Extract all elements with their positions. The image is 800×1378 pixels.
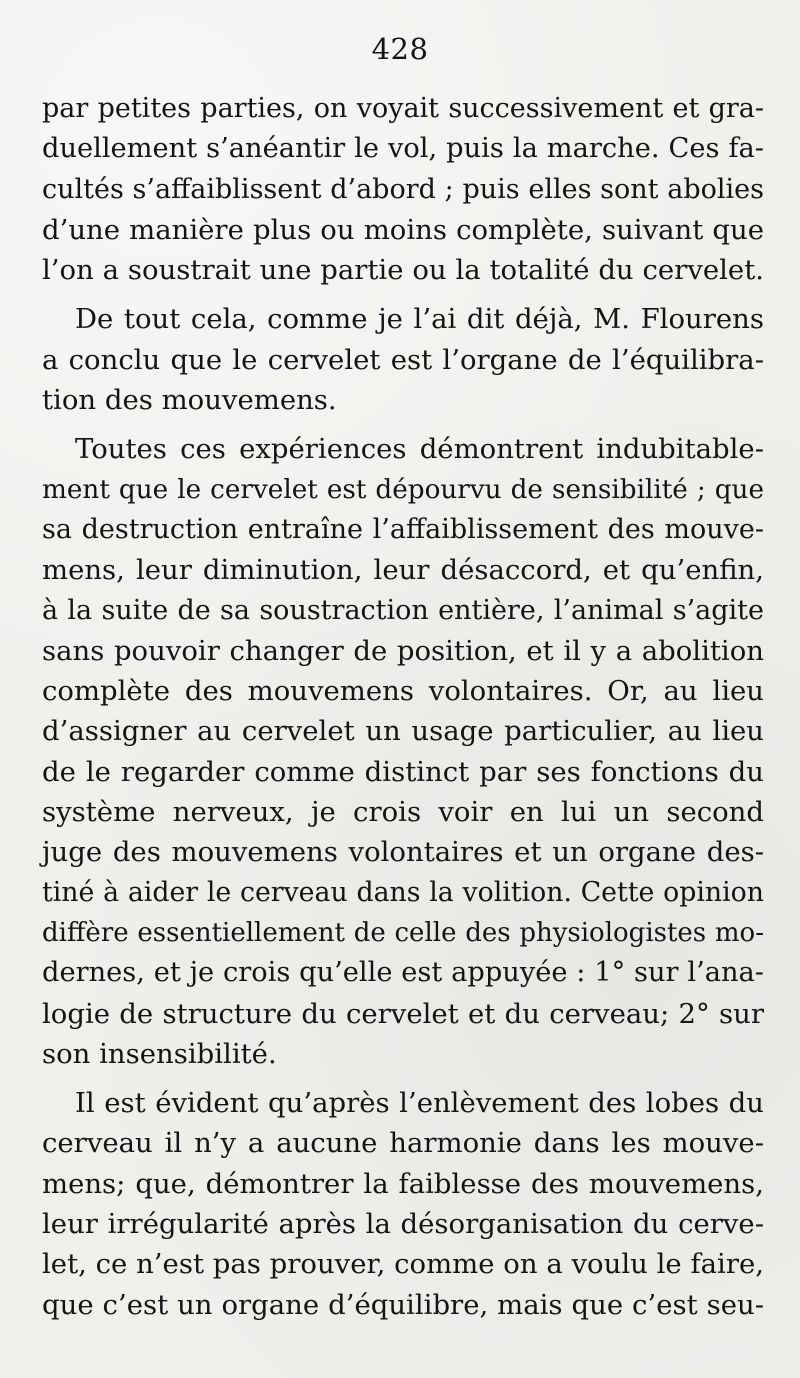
text-line: système nerveux, je crois voir en lui un second — [42, 796, 764, 829]
text-line: dernes, et je crois qu’elle est appuyée : 1° sur l’ana- — [42, 957, 764, 989]
text-line: cultés s’affaiblissent d’abord ; puis elles sont abolies — [42, 173, 764, 205]
text-line: duellement s’anéantir le vol, puis la marche. Ces fa- — [42, 133, 764, 165]
text-line: complète des mouvemens volontaires. Or, au lieu — [42, 675, 764, 708]
text-line: logie de structure du cervelet et du cerveau; 2° sur — [42, 997, 764, 1030]
text-line: diffère essentiellement de celle des physiologistes mo- — [42, 917, 764, 948]
paragraph — [42, 299, 764, 420]
text-line: par petites parties, on voyait successivement et gra- — [42, 93, 764, 124]
text-line: ment que le cervelet est dépourvu de sensibilité ; que — [42, 474, 764, 505]
text-line: de le regarder comme distinct par ses fonctions du — [42, 755, 764, 788]
text-line: tion des mouvemens. — [42, 384, 337, 417]
text-line: juge des mouvemens volontaires et un organe des- — [42, 836, 764, 869]
text-line: d’une manière plus ou moins complète, suivant que — [42, 213, 764, 246]
text-line: son insensibilité. — [42, 1037, 277, 1070]
paragraph — [42, 89, 764, 290]
body-text — [42, 89, 764, 1334]
text-line: leur irrégularité après la désorganisation du cerve- — [42, 1208, 764, 1241]
text-line: tiné à aider le cerveau dans la volition. Cette opinion — [42, 876, 764, 908]
text-line: De tout cela, comme je l’ai dit déjà, M. Flourens — [75, 303, 764, 336]
text-line: mens; que, démontrer la faiblesse des mouvemens, — [42, 1167, 764, 1200]
paragraph — [42, 1083, 764, 1325]
text-line: sans pouvoir changer de position, et il y a abolition — [42, 634, 764, 667]
text-line: mens, leur diminution, leur désaccord, et qu’enfin, — [42, 554, 764, 587]
page-number: 428 — [371, 32, 429, 66]
text-line: l’on a soustrait une partie ou la totalité du cervelet. — [42, 254, 764, 287]
text-line: a conclu que le cervelet est l’organe de l’équilibra- — [42, 343, 764, 376]
text-line: d’assigner au cervelet un usage particulier, au lieu — [42, 715, 764, 748]
text-line: Il est évident qu’après l’enlèvement des lobes du — [75, 1087, 764, 1120]
text-line: à la suite de sa soustraction entière, l’animal s’agite — [42, 594, 764, 626]
text-line: sa destruction entraîne l’affaiblissement des mouve- — [42, 513, 764, 545]
text-line: que c’est un organe d’équilibre, mais que c’est seu- — [42, 1288, 764, 1321]
text-line: cerveau il n’y a aucune harmonie dans les mouve- — [42, 1127, 764, 1160]
paragraph — [42, 429, 764, 1074]
text-line: Toutes ces expériences démontrent indubitable- — [75, 433, 764, 466]
text-line: let, ce n’est pas prouver, comme on a voulu le faire, — [42, 1248, 764, 1281]
